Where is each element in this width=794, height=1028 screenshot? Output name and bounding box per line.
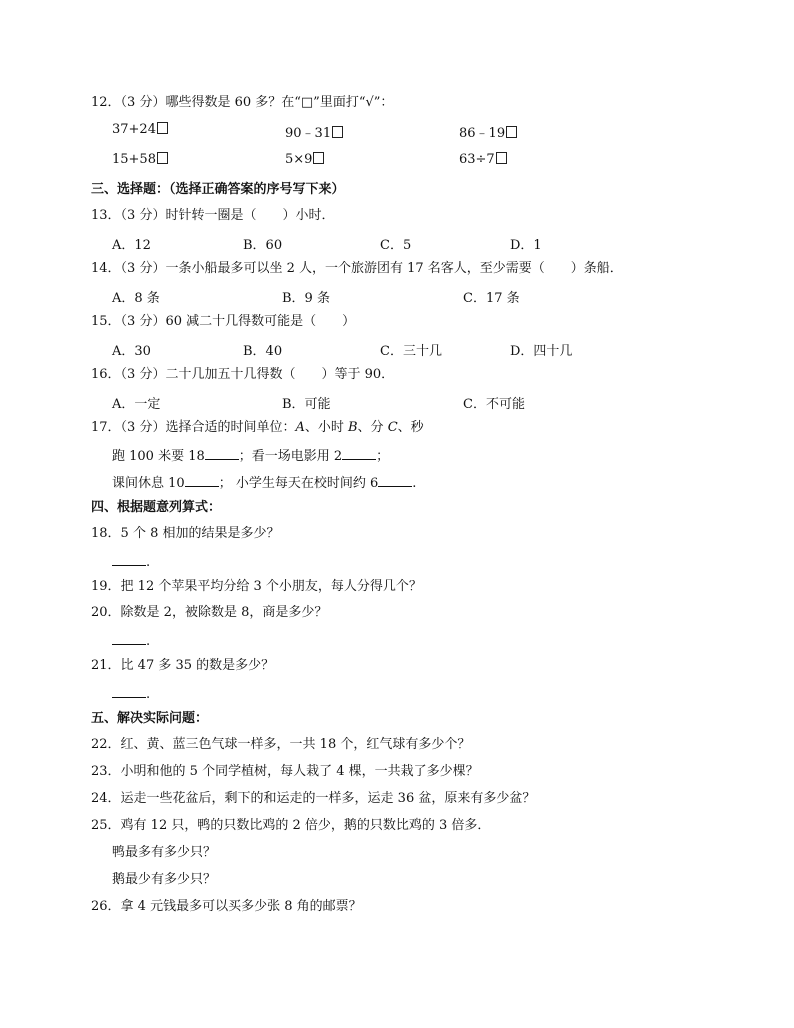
q14-option-a[interactable]: A．8 条: [112, 291, 160, 306]
checkbox-square-icon[interactable]: [157, 152, 168, 164]
q12-item-3: 86﹣19: [459, 122, 517, 141]
answer-blank[interactable]: [112, 631, 146, 645]
q17-line-2: 课间休息 10 ； 小学生每天在校时间约 6 .: [112, 473, 416, 493]
q17-stem: 17．（3 分）选择合适的时间单位：A、小时 B、分 C、秒: [91, 420, 424, 435]
q24-stem: 24．运走一些花盆后，剩下的和运走的一样多，运走 36 盆，原来有多少盆？: [91, 791, 536, 806]
q18-stem: 18．5 个 8 相加的结果是多少？: [91, 526, 280, 541]
q12-item-5: 5×9: [285, 152, 324, 167]
q12-item-1: 37+24: [112, 122, 168, 137]
q15-option-d[interactable]: D．四十几: [510, 344, 573, 359]
q21-answer: .: [112, 684, 150, 704]
section-4-title: 四、根据题意列算式：: [91, 500, 222, 515]
q25-sub-1: 鸭最多有多少只？: [112, 845, 217, 860]
answer-blank[interactable]: [342, 446, 376, 460]
q12-item-6: 63÷7: [459, 152, 507, 167]
q16-option-c[interactable]: C．不可能: [463, 397, 525, 412]
q19-stem: 19．把 12 个苹果平均分给 3 个小朋友，每人分得几个？: [91, 579, 422, 594]
q13-option-b[interactable]: B．60: [243, 238, 283, 253]
q12-stem: 12．（3 分）哪些得数是 60 多？在“□”里面打“√”：: [91, 95, 394, 110]
q16-option-a[interactable]: A．一定: [112, 397, 161, 412]
q18-answer: .: [112, 552, 150, 572]
q22-stem: 22．红、黄、蓝三色气球一样多，一共 18 个，红气球有多少个？: [91, 737, 471, 752]
section-5-title: 五、解决实际问题：: [91, 711, 209, 726]
q15-stem: 15．（3 分）60 减二十几得数可能是（ ）: [91, 314, 356, 329]
q16-option-b[interactable]: B．可能: [282, 397, 331, 412]
answer-blank[interactable]: [185, 473, 219, 487]
q15-option-c[interactable]: C．三十几: [380, 344, 442, 359]
q23-stem: 23．小明和他的 5 个同学植树，每人栽了 4 棵，一共栽了多少棵？: [91, 764, 479, 779]
answer-blank[interactable]: [112, 684, 146, 698]
answer-blank[interactable]: [205, 446, 239, 460]
q13-option-c[interactable]: C．5: [380, 238, 412, 253]
checkbox-square-icon[interactable]: [332, 126, 343, 138]
q13-stem: 13．（3 分）时针转一圈是（ ）小时．: [91, 208, 335, 223]
q21-stem: 21．比 47 多 35 的数是多少？: [91, 658, 275, 673]
checkbox-square-icon[interactable]: [313, 152, 324, 164]
checkbox-square-icon[interactable]: [496, 152, 507, 164]
q26-stem: 26．拿 4 元钱最多可以买多少张 8 角的邮票？: [91, 899, 362, 914]
q25-sub-2: 鹅最少有多少只？: [112, 872, 217, 887]
q14-option-c[interactable]: C．17 条: [463, 291, 520, 306]
q17-line-1: 跑 100 米要 18 ；看一场电影用 2 ；: [112, 446, 389, 466]
answer-blank[interactable]: [378, 473, 412, 487]
q12-item-4: 15+58: [112, 152, 168, 167]
q20-answer: .: [112, 631, 150, 651]
q13-option-a[interactable]: A．12: [112, 238, 151, 253]
q14-option-b[interactable]: B．9 条: [282, 291, 330, 306]
section-3-title: 三、选择题：（选择正确答案的序号写下来）: [91, 182, 345, 197]
q25-stem: 25．鸡有 12 只，鸭的只数比鸡的 2 倍少，鹅的只数比鸡的 3 倍多．: [91, 818, 491, 833]
q13-option-d[interactable]: D．1: [510, 238, 542, 253]
q15-option-a[interactable]: A．30: [112, 344, 151, 359]
q12-item-2: 90﹣31: [285, 122, 343, 141]
q14-stem: 14．（3 分）一条小船最多可以坐 2 人，一个旅游团有 17 名客人，至少需要（ ）条船．: [91, 261, 623, 276]
answer-blank[interactable]: [112, 552, 146, 566]
q16-stem: 16．（3 分）二十几加五十几得数（ ）等于 90．: [91, 367, 395, 382]
checkbox-square-icon[interactable]: [506, 126, 517, 138]
q20-stem: 20．除数是 2，被除数是 8，商是多少？: [91, 605, 328, 620]
checkbox-square-icon[interactable]: [157, 122, 168, 134]
q15-option-b[interactable]: B．40: [243, 344, 283, 359]
